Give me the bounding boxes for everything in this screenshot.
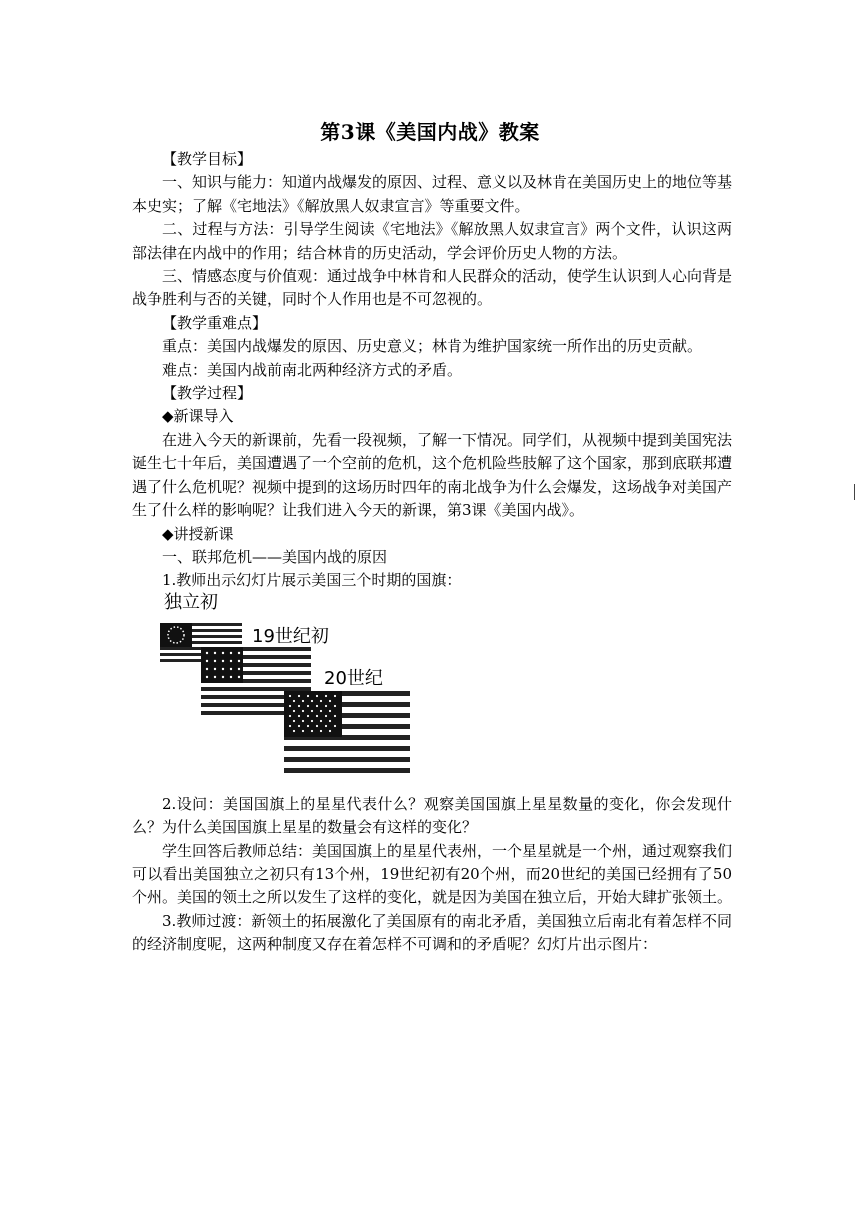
paragraph: 【教学重难点】 (162, 313, 268, 332)
text-cursor (854, 484, 855, 500)
paragraph: 在进入今天的新课前，先看一段视频，了解一下情况。同学们，从视频中提到美国宪法诞生七十年后，美国遭遇了一个空前的危机，这个危机险些肢解了这个国家，那到底联邦遭遇了什么危机呢？视频中提到的这场历时四年的南北战争为什么会爆发，这场战争对美国产生了什么样的影响呢？让我们进入今天的新课，第3课《美国内战》。 (132, 430, 733, 520)
paragraph: ◆新课导入 (162, 407, 234, 426)
paragraph: 难点：美国内战前南北两种经济方式的矛盾。 (162, 360, 463, 379)
paragraph: 一、知识与能力：知道内战爆发的原因、过程、意义以及林肯在美国历史上的地位等基本史实；了解《宅地法》《解放黑人奴隶宣言》等重要文件。 (132, 173, 733, 215)
paragraph: 重点：美国内战爆发的原因、历史意义；林肯为维护国家统一所作出的历史贡献。 (162, 337, 703, 356)
flag-label-independence: 独立初 (164, 591, 218, 613)
flag-20th-century (284, 691, 410, 773)
paragraph: 【教学目标】 (162, 150, 253, 168)
paragraph: ◆讲授新课 (162, 524, 234, 543)
paragraph: 二、过程与方法：引导学生阅读《宅地法》《解放黑人奴隶宣言》两个文件，认识这两部法律在内战中的作用；结合林肯的历史活动，学会评价历史人物的方法。 (132, 220, 732, 262)
document-body (132, 148, 732, 957)
flags-illustration (132, 595, 732, 785)
paragraphs-after (132, 793, 732, 957)
flag-label-20th-century: 20世纪 (324, 667, 383, 689)
paragraph: 3.教师过渡：新领土的拓展激化了美国原有的南北矛盾，美国独立后南北有着怎样不同的经济制度呢，这两种制度又存在着怎样不可调和的矛盾呢？幻灯片出示图片： (132, 911, 732, 954)
paragraph: 一、联邦危机——美国内战的原因 (162, 547, 388, 566)
paragraph: 三、情感态度与价值观：通过战争中林肯和人民群众的活动，使学生认识到人心向背是战争胜利与否的关键，同时个人作用也是不可忽视的。 (132, 267, 733, 309)
page-title: 第3课《美国内战》教案 (320, 120, 540, 144)
paragraphs-before (132, 148, 732, 593)
paragraph: 【教学过程】 (162, 384, 253, 403)
paragraph: 学生回答后教师总结：美国国旗上的星星代表州，一个星星就是一个州，通过观察我们可以看出美国独立之初只有13个州，19世纪初有20个州，而20世纪的美国已经拥有了50个州。美国的领土之所以发生了这样的变化，就是因为美国在独立后，开始大肆扩张领土。 (132, 841, 733, 907)
flag-figure (132, 591, 732, 785)
paragraph: 2.设问：美国国旗上的星星代表什么？观察美国国旗上星星数量的变化，你会发现什么？为什么美国国旗上星星的数量会有这样的变化？ (132, 794, 732, 837)
paragraph: 1.教师出示幻灯片展示美国三个时期的国旗： (162, 571, 462, 590)
flag-label-19th-century: 19世纪初 (252, 625, 329, 647)
